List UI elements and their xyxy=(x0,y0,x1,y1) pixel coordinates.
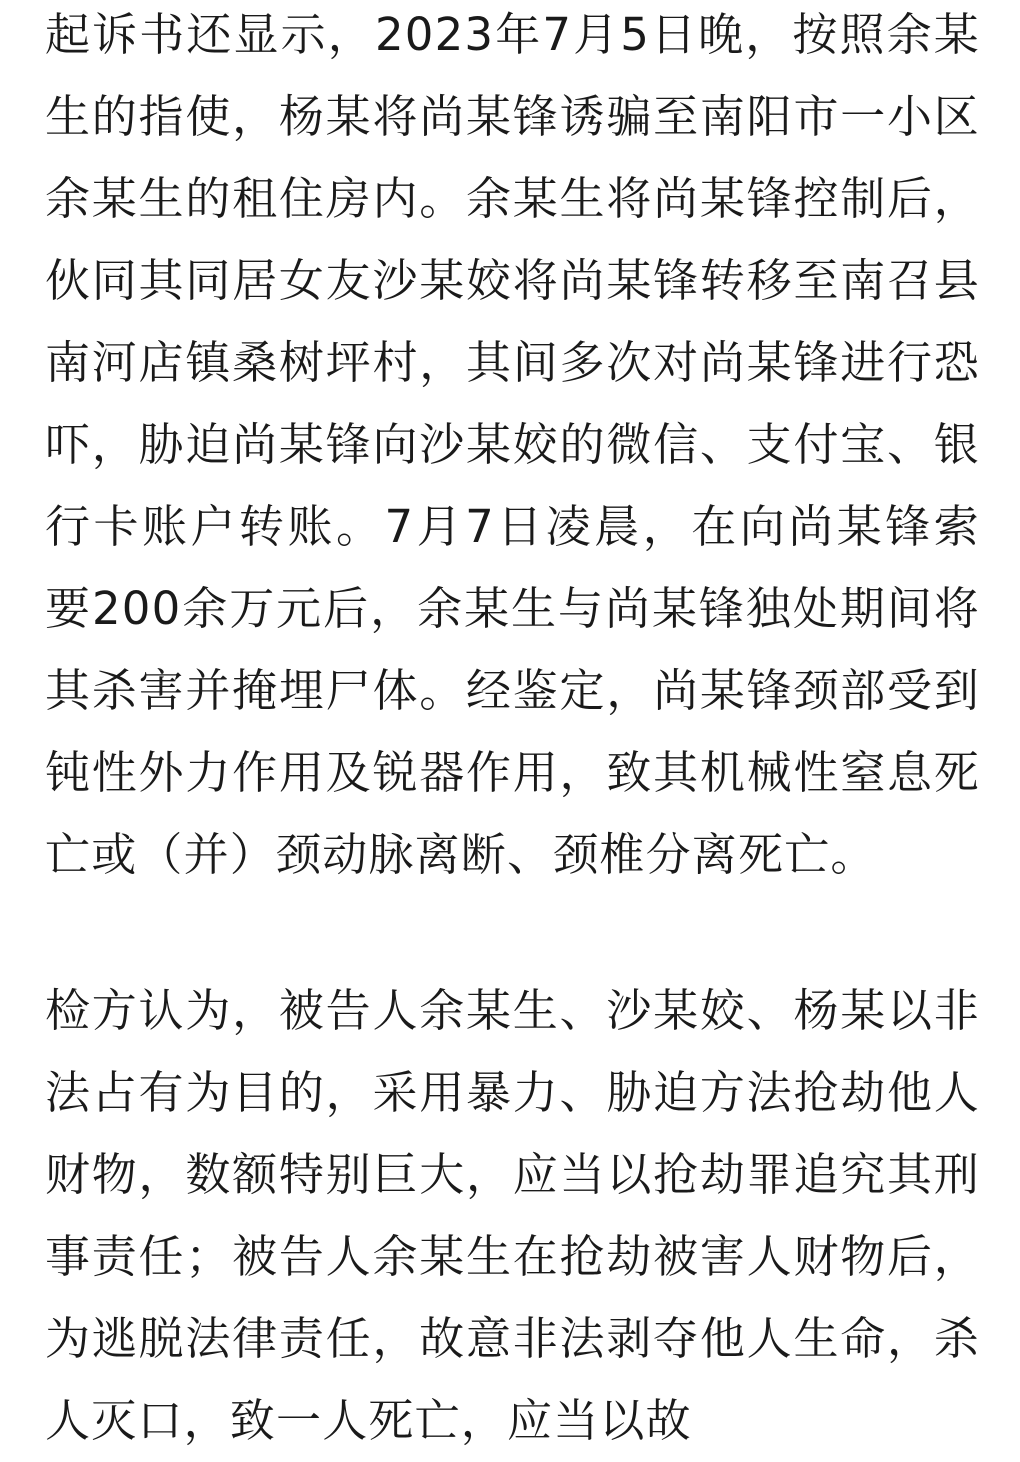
article-body xyxy=(45,0,980,1462)
article-paragraph: 检方认为，被告人余某生、沙某姣、杨某以非法占有为目的，采用暴力、胁迫方法抢劫他人财物，数额特别巨大，应当以抢劫罪追究其刑事责任；被告人余某生在抢劫被害人财物后，为逃脱法律责任，故意非法剥夺他人生命，杀人灭口，致一人死亡，应当以故 xyxy=(45,984,980,1447)
article-paragraph: 起诉书还显示，2023年7月5日晚，按照余某生的指使，杨某将尚某锋诱骗至南阳市一小区余某生的租住房内。余某生将尚某锋控制后，伙同其同居女友沙某姣将尚某锋转移至南召县南河店镇桑树坪村，其间多次对尚某锋进行恐吓，胁迫尚某锋向沙某姣的微信、支付宝、银行卡账户转账。7月7日凌晨，在向尚某锋索要200余万元后，余某生与尚某锋独处期间将其杀害并掩埋尸体。经鉴定，尚某锋颈部受到钝性外力作用及锐器作用，致其机械性窒息死亡或（并）颈动脉离断、颈椎分离死亡。 xyxy=(45,8,980,881)
